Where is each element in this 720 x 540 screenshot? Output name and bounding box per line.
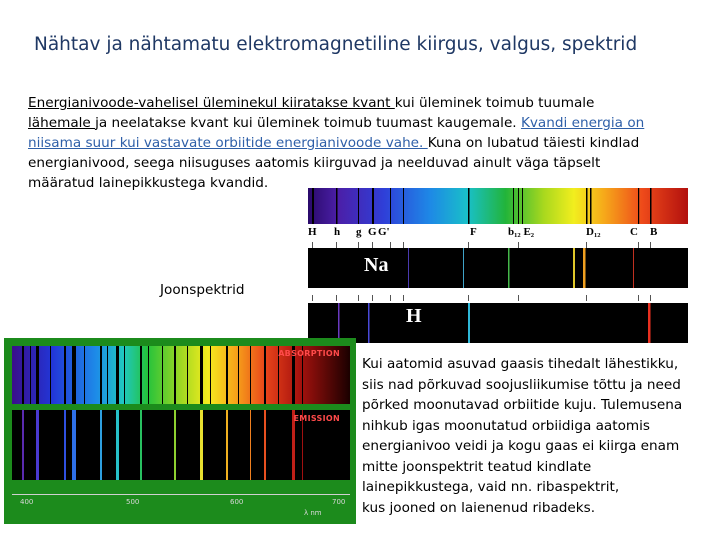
axis-unit-label: λ nm [304, 509, 322, 517]
tick-mark [468, 295, 469, 301]
wavelength-axis [12, 490, 350, 520]
sodium-label: Na [364, 254, 389, 276]
spectral-line [238, 346, 239, 404]
sodium-spectrum-image [308, 248, 688, 288]
fraunhofer-labels [308, 226, 688, 242]
spectral-line [468, 303, 470, 343]
spectral-line [264, 346, 266, 404]
emission-spectrum [12, 410, 350, 480]
spectral-line [36, 410, 39, 480]
spectral-line [50, 346, 51, 404]
spectral-line [633, 248, 634, 288]
spectral-line [372, 188, 374, 224]
spectral-line [64, 410, 66, 480]
tick-mark [586, 295, 587, 301]
spectral-line [648, 303, 651, 343]
text-line: energianivoo veidi ja kogu gaas ei kiirga enam [362, 438, 680, 454]
spectral-line [30, 346, 31, 404]
tick-mark [390, 295, 391, 301]
intro-paragraph [28, 93, 698, 193]
spectral-line [174, 410, 176, 480]
hydrogen-label: H [406, 305, 422, 327]
tick-mark [650, 295, 651, 301]
fraunhofer-label: H [308, 226, 317, 238]
spectral-line [358, 188, 359, 224]
spectral-line [468, 188, 470, 224]
tick-mark [638, 295, 639, 301]
tick-mark [358, 295, 359, 301]
text-fragment: kui üleminek toimub tuumale [394, 95, 595, 111]
fraunhofer-label: G' [378, 226, 390, 238]
absorption-label: ABSORPTION [278, 349, 340, 358]
spectral-line [22, 410, 24, 480]
fraunhofer-label: h [334, 226, 341, 238]
spectral-line [250, 346, 251, 404]
hydrogen-spectrum-image [308, 303, 688, 343]
spectral-line [390, 188, 391, 224]
emission-label: EMISSION [293, 414, 340, 423]
text-fragment: ja neelatakse kvant kui üleminek toimub tuumast kaugemale. [95, 115, 521, 131]
spectral-line [210, 346, 211, 404]
spectral-line [573, 248, 575, 288]
spectral-line [116, 410, 119, 480]
tick-mark [518, 295, 519, 301]
spectral-line [200, 346, 203, 404]
spectral-line [312, 188, 314, 224]
fraunhofer-label: C [630, 226, 638, 238]
page-title: Nähtav ja nähtamatu elektromagnetiline kiirgus, valgus, spektrid [34, 34, 638, 55]
spectral-line [226, 346, 228, 404]
h-tick-marks [308, 295, 688, 301]
tick-mark [312, 295, 313, 301]
axis-tick-label: 400 [20, 498, 34, 506]
right-paragraph [362, 354, 714, 518]
spectral-line [338, 303, 340, 343]
text-line: põrked moonutavad orbiitide kuju. Tulemusena [362, 397, 683, 413]
spectral-line [174, 346, 176, 404]
spectral-line [148, 346, 149, 404]
fraunhofer-label: g [356, 226, 362, 238]
text-fragment: Energianivoode-vahelisel üleminekul kiiratakse kvant [28, 95, 395, 111]
spectral-line [513, 188, 514, 224]
fraunhofer-label: b₁₂ E₂ [508, 226, 535, 238]
spectral-line [84, 346, 85, 404]
spectral-line [518, 188, 519, 224]
axis-tick-label: 700 [332, 498, 346, 506]
spectral-line [583, 248, 586, 288]
spectral-line [200, 410, 203, 480]
spectral-line [590, 188, 592, 224]
text-line: lainepikkustega, vaid nn. ribaspektrit, [362, 479, 620, 495]
text-fragment: niisama suur kui vastavate orbiitide energianivoode vahe. [28, 135, 428, 151]
spectral-line [226, 410, 228, 480]
spectral-line [72, 410, 76, 480]
spectral-line [140, 410, 142, 480]
spectral-line [140, 346, 142, 404]
spectral-line [162, 346, 163, 404]
fraunhofer-label: G [368, 226, 377, 238]
absorption-spectrum [12, 346, 350, 404]
text-line: siis nad põrkuvad soojusliikumise tõttu ja need [362, 376, 681, 393]
spectral-line [638, 188, 639, 224]
spectral-line [650, 188, 652, 224]
spectral-line [36, 346, 39, 404]
tick-mark [336, 295, 337, 301]
tick-mark [403, 295, 404, 301]
spectral-line [64, 346, 66, 404]
axis-tick-label: 500 [126, 498, 140, 506]
joonspektrid-label: Joonspektrid [160, 282, 245, 298]
fraunhofer-label: D₁₂ [586, 226, 601, 238]
spectral-line [368, 303, 370, 343]
spectral-line [250, 410, 251, 480]
text-line: Kui aatomid asuvad gaasis tihedalt lähestikku, [362, 356, 679, 372]
spectral-line [336, 188, 338, 224]
solar-spectrum-image [308, 188, 688, 224]
spectral-line [22, 346, 24, 404]
axis-tick-label: 600 [230, 498, 244, 506]
text-fragment: lähemale [28, 115, 96, 131]
text-fragment: määratud lainepikkustega kvandid. [28, 175, 269, 191]
spectral-line [408, 248, 409, 288]
spectral-line [187, 346, 188, 404]
text-line: nihkub igas moonutatud orbiidiga aatomis [362, 417, 651, 434]
text-line: kus jooned on laienenud ribadeks. [362, 499, 596, 516]
fraunhofer-label: B [650, 226, 658, 238]
spectral-line [586, 188, 588, 224]
spectral-line [124, 346, 125, 404]
spectral-line [72, 346, 76, 404]
spectral-line [463, 248, 464, 288]
text-fragment: Kuna on lubatud täiesti kindlad [427, 135, 640, 151]
text-fragment: energianivood, seega niisuguses aatomis kiirguvad ja neelduvad ainult väga täpselt [28, 155, 601, 171]
text-line: mitte joonspektrit teatud kindlate [362, 458, 592, 475]
absorption-emission-figure [4, 338, 356, 524]
spectral-line [508, 248, 510, 288]
tick-mark [372, 295, 373, 301]
spectral-line [100, 346, 102, 404]
spectral-line [264, 410, 266, 480]
spectral-line [107, 346, 108, 404]
spectral-line [522, 188, 523, 224]
text-fragment: Kvandi energia on [520, 115, 645, 131]
spectral-line [403, 188, 404, 224]
fraunhofer-label: F [470, 226, 477, 238]
spectral-line [116, 346, 119, 404]
spectral-line [100, 410, 102, 480]
